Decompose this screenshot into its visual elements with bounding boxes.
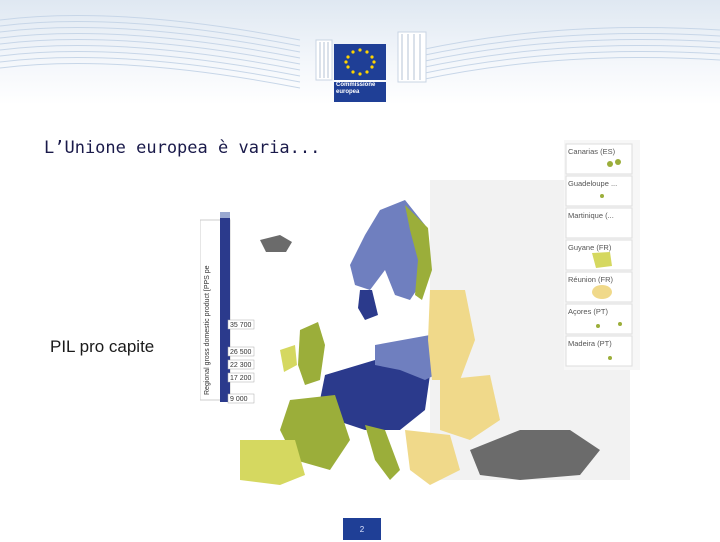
legend-tick: 22 300 (230, 362, 252, 369)
inset-azores (566, 304, 632, 334)
legend-tick: 26 500 (230, 349, 252, 356)
svg-text:Guadeloupe ...: Guadeloupe ... (568, 179, 618, 188)
slide-subtitle: PIL pro capite (50, 337, 155, 356)
legend-tick: 17 200 (230, 375, 252, 382)
inset-canarias (566, 144, 632, 174)
europe-gdp-map (200, 140, 640, 490)
header-banner (0, 0, 720, 105)
inset-madeira (566, 336, 632, 366)
legend-tick: 35 700 (230, 322, 252, 329)
svg-text:Guyane (FR): Guyane (FR) (568, 243, 612, 252)
svg-text:Madeira (PT): Madeira (PT) (568, 339, 612, 348)
logo-text: Commissione europea (336, 82, 376, 95)
legend-axis-label: Regional gross domestic product [PPS pe (204, 265, 211, 395)
inset-guadeloupe (566, 176, 632, 206)
legend-tick: 9 000 (230, 396, 248, 403)
page-number: 2 (343, 518, 381, 540)
svg-text:Martinique (...: Martinique (... (568, 211, 614, 220)
iberia-region (240, 440, 305, 485)
svg-text:Açores (PT): Açores (PT) (568, 307, 609, 316)
inset-martinique (566, 208, 632, 238)
slide-title: L’Unione europea è varia... (44, 138, 321, 158)
inset-guyane (566, 240, 632, 270)
svg-text:Canarias (ES): Canarias (ES) (568, 147, 616, 156)
inset-reunion (566, 272, 632, 302)
svg-text:Réunion (FR): Réunion (FR) (568, 275, 614, 284)
legend-slider-handle[interactable] (220, 212, 230, 218)
